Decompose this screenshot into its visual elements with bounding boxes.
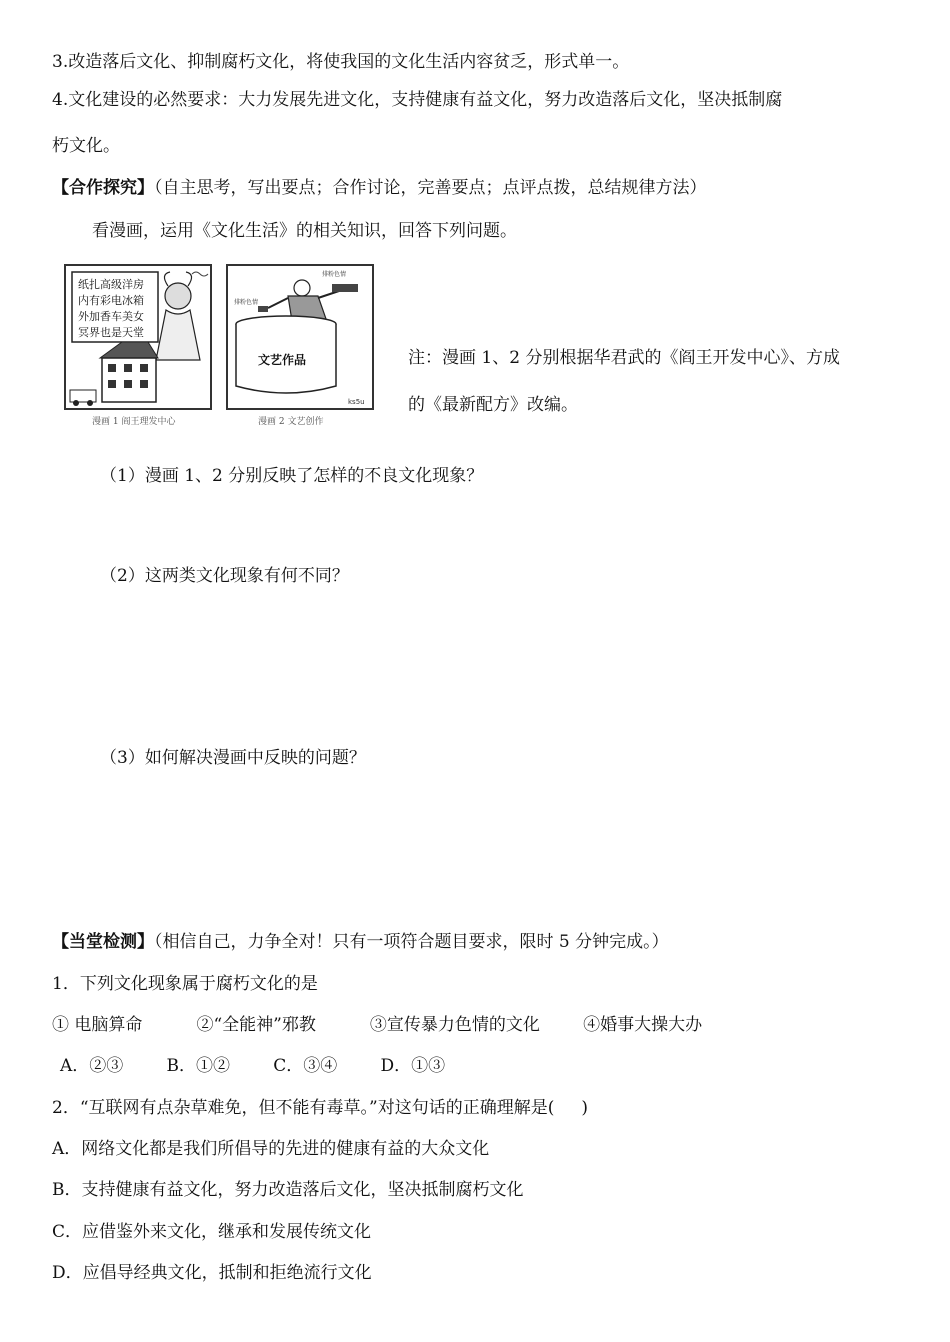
test-q1-options: A．②③ B．①② C．③④ D．①③ — [60, 1056, 446, 1076]
cartoon-1-caption: 漫画 1 阎王理发中心 — [92, 417, 176, 427]
cartoon-2-drawing — [228, 266, 372, 408]
test-heading: 【当堂检测】 — [52, 932, 154, 952]
question-1: （1）漫画 1、2 分别反映了怎样的不良文化现象？ — [100, 466, 484, 486]
cartoon-1-text-1: 纸扎高级洋房 — [78, 278, 144, 291]
test-q1-stem: 1．下列文化现象属于腐朽文化的是 — [52, 974, 318, 994]
test-q2-option-d: D．应倡导经典文化，抵制和拒绝流行文化 — [52, 1263, 372, 1283]
coop-section — [52, 176, 707, 200]
cartoon-note-line-2: 的《最新配方》改编。 — [408, 395, 578, 415]
cartoon-2-watermark: ks5u — [348, 398, 365, 406]
text-line-4: 4.文化建设的必然要求：大力发展先进文化，支持健康有益文化，努力改造落后文化，坚决抵制腐 — [52, 90, 783, 110]
test-instruction: （相信自己，力争全对！只有一项符合题目要求，限时 5 分钟完成。） — [154, 932, 669, 952]
test-q2-option-a: A．网络文化都是我们所倡导的先进的健康有益的大众文化 — [52, 1139, 490, 1159]
cartoon-note-line-1: 注：漫画 1、2 分别根据华君武的《阎王开发中心》、方成 — [408, 348, 840, 368]
cartoon-1-text-2: 内有彩电冰箱 — [78, 294, 144, 307]
test-q2-option-c: C．应借鉴外来文化，继承和发展传统文化 — [52, 1222, 372, 1242]
test-q1-items: ① 电脑算命 ②“全能神”邪教 ③宣传暴力色情的文化 ④婚事大操大办 — [52, 1015, 703, 1035]
test-q2-stem: 2．“互联网有点杂草难免，但不能有毒草。”对这句话的正确理解是( ) — [52, 1098, 588, 1118]
cartoon-2-caption: 漫画 2 文艺创作 — [258, 417, 324, 427]
coop-prompt: 看漫画，运用《文化生活》的相关知识，回答下列问题。 — [92, 221, 517, 241]
cartoon-2-label-top: 排粉色情 — [322, 271, 347, 278]
cartoon-1-text-4: 冥界也是天堂 — [78, 326, 144, 339]
cartoon-1-text-3: 外加香车美女 — [78, 310, 144, 323]
coop-heading: 【合作探究】 — [52, 178, 154, 198]
test-section — [52, 930, 669, 954]
cartoon-1-drawing — [66, 266, 210, 408]
cartoon-2-label-left: 排粉色情 — [234, 299, 259, 306]
question-3: （3）如何解决漫画中反映的问题？ — [100, 748, 366, 768]
cartoon-1-image — [64, 264, 212, 410]
test-q2-option-b: B．支持健康有益文化，努力改造落后文化，坚决抵制腐朽文化 — [52, 1180, 524, 1200]
cartoon-2-image — [226, 264, 374, 410]
coop-instruction: （自主思考，写出要点；合作讨论，完善要点；点评点拨，总结规律方法） — [154, 178, 707, 198]
text-line-3: 3.改造落后文化、抑制腐朽文化，将使我国的文化生活内容贫乏，形式单一。 — [52, 52, 630, 72]
question-2: （2）这两类文化现象有何不同？ — [100, 566, 349, 586]
cartoon-2-barrel-label: 文艺作品 — [258, 353, 307, 367]
text-line-4-cont: 朽文化。 — [52, 136, 120, 156]
